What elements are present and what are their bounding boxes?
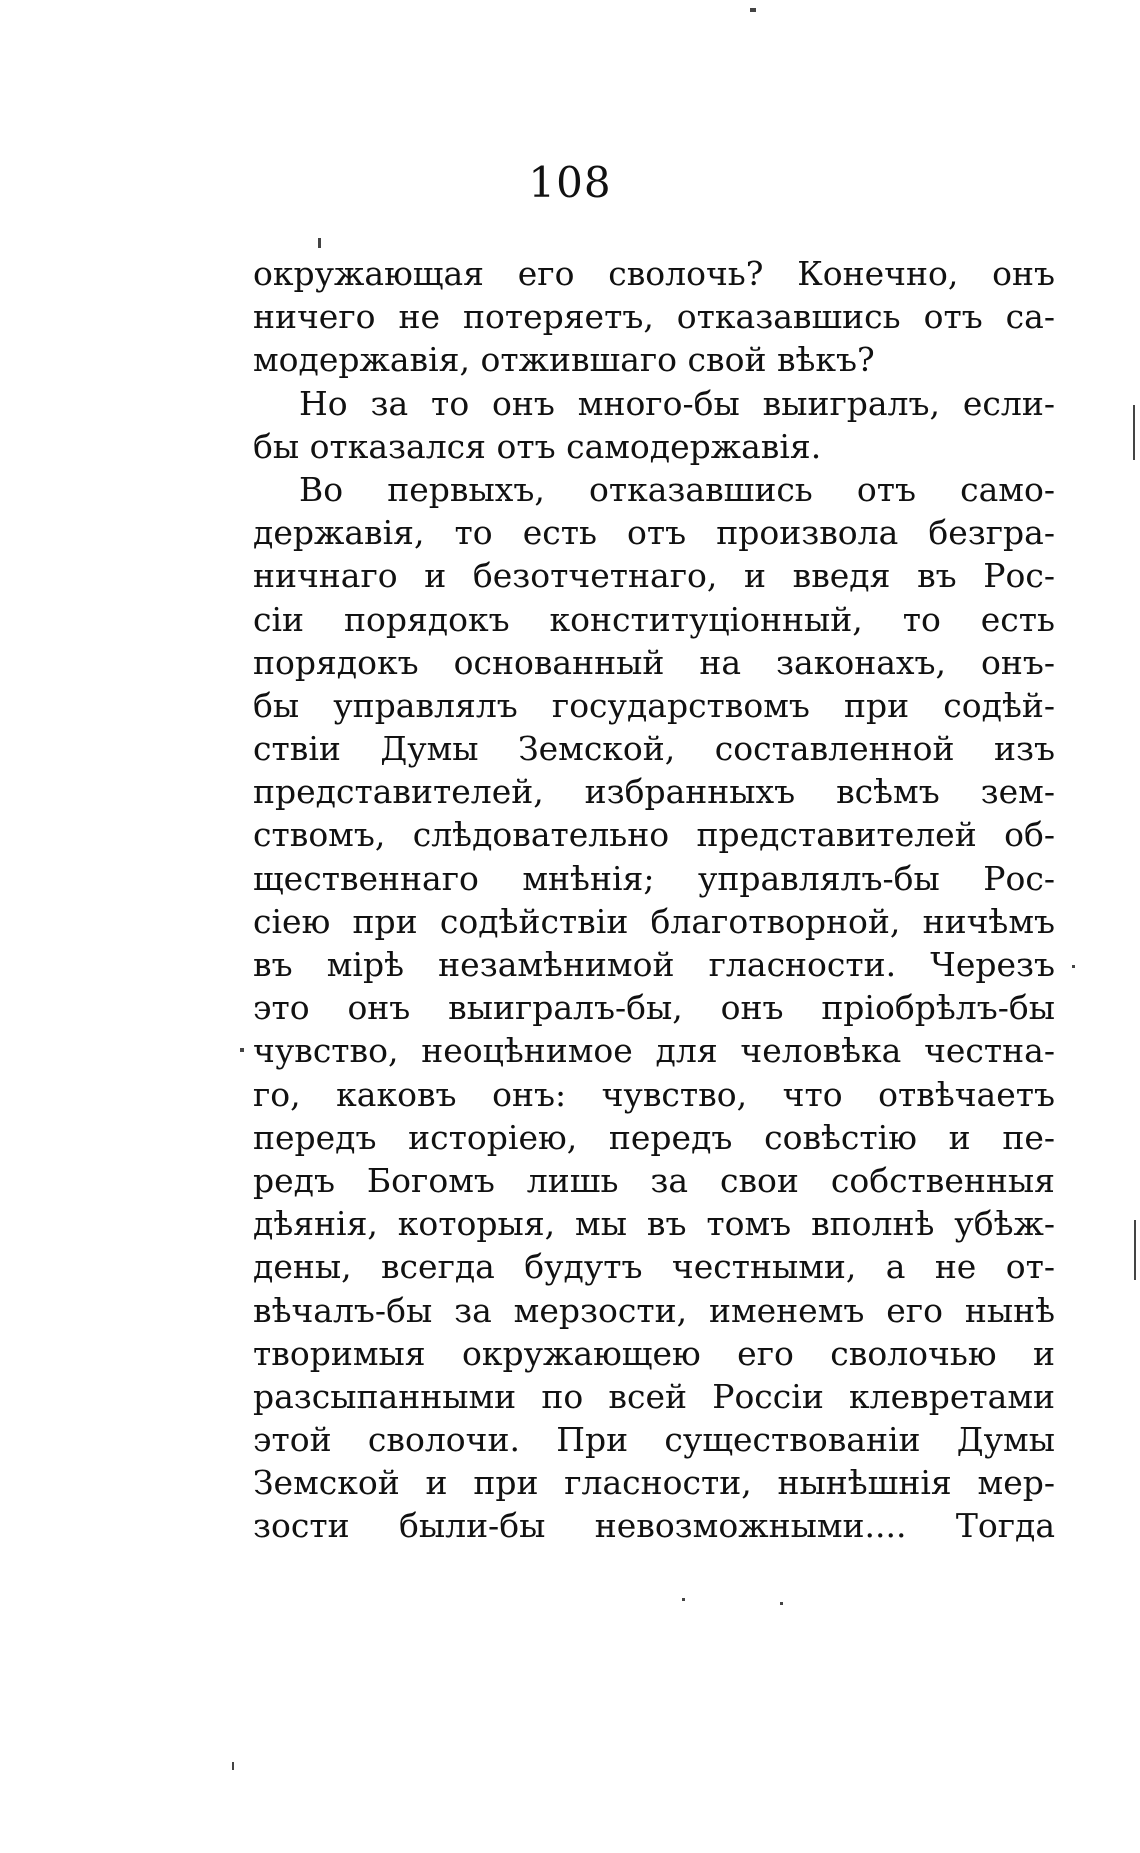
text-line: ствомъ, слѣдовательно представителей об- bbox=[253, 815, 1055, 855]
text-line: бы отказался отъ самодержавія. bbox=[253, 426, 822, 466]
text-line: творимыя окружающею его сволочью и bbox=[253, 1333, 1055, 1373]
text-line: разсыпанными по всей Россіи клевретами bbox=[253, 1376, 1055, 1416]
text-line: Но за то онъ много-бы выигралъ, если- bbox=[299, 383, 1055, 423]
text-line: это онъ выигралъ-бы, онъ пріобрѣлъ-бы bbox=[253, 988, 1055, 1028]
text-line: редъ Богомъ лишь за свои собственныя bbox=[253, 1160, 1055, 1200]
text-line: передъ исторіею, передъ совѣстію и пе- bbox=[253, 1117, 1055, 1157]
text-line: чувство, неоцѣнимое для человѣка честна- bbox=[253, 1031, 1055, 1071]
scan-speck bbox=[682, 1598, 685, 1601]
text-line: бы управлялъ государствомъ при содѣй- bbox=[253, 685, 1055, 725]
text-line: вѣчалъ-бы за мерзости, именемъ его нынѣ bbox=[253, 1290, 1055, 1330]
scan-speck bbox=[1133, 405, 1135, 460]
scan-speck bbox=[1134, 1220, 1136, 1280]
body-text bbox=[253, 252, 1055, 1548]
text-line: дены, всегда будутъ честными, а не от- bbox=[253, 1247, 1055, 1287]
scan-speck bbox=[318, 238, 321, 248]
text-line: щественнаго мнѣнія; управлялъ-бы Рос- bbox=[253, 858, 1055, 898]
text-line: сіи порядокъ конституціонный, то есть bbox=[253, 599, 1055, 639]
page-number: 108 bbox=[528, 158, 612, 207]
text-line: ствіи Думы Земской, составленной изъ bbox=[253, 729, 1055, 769]
text-line: зости были-бы невозможными.... Тогда bbox=[253, 1506, 1055, 1546]
text-line: ничнаго и безотчетнаго, и введя въ Рос- bbox=[253, 556, 1055, 596]
text-line: въ мірѣ незамѣнимой гласности. Черезъ bbox=[253, 945, 1055, 984]
text-line: порядокъ основанный на законахъ, онъ- bbox=[253, 642, 1055, 682]
text-line: Во первыхъ, отказавшись отъ само- bbox=[299, 469, 1055, 509]
text-line: этой сволочи. При существованіи Думы bbox=[253, 1420, 1055, 1460]
text-line: окружающая его сволочь? Конечно, онъ bbox=[253, 254, 1055, 293]
scan-speck bbox=[1072, 965, 1075, 968]
scan-speck bbox=[780, 1602, 783, 1605]
scan-speck bbox=[232, 1762, 234, 1770]
text-line: державія, то есть отъ произвола безгра- bbox=[253, 513, 1055, 553]
text-line: дѣянія, которыя, мы въ томъ вполнѣ убѣж- bbox=[253, 1204, 1055, 1244]
text-line: ничего не потеряетъ, отказавшись отъ са- bbox=[253, 297, 1055, 337]
scan-speck bbox=[750, 8, 756, 12]
text-line: Земской и при гласности, нынѣшнія мер- bbox=[253, 1463, 1055, 1503]
text-line: представителей, избранныхъ всѣмъ зем- bbox=[253, 772, 1055, 812]
text-line: модержавія, отжившаго свой вѣкъ? bbox=[253, 340, 875, 380]
text-line: го, каковъ онъ: чувство, что отвѣчаетъ bbox=[253, 1074, 1055, 1114]
text-line: сіею при содѣйствіи благотворной, ничѣмъ bbox=[253, 901, 1055, 941]
scan-speck bbox=[240, 1048, 244, 1052]
